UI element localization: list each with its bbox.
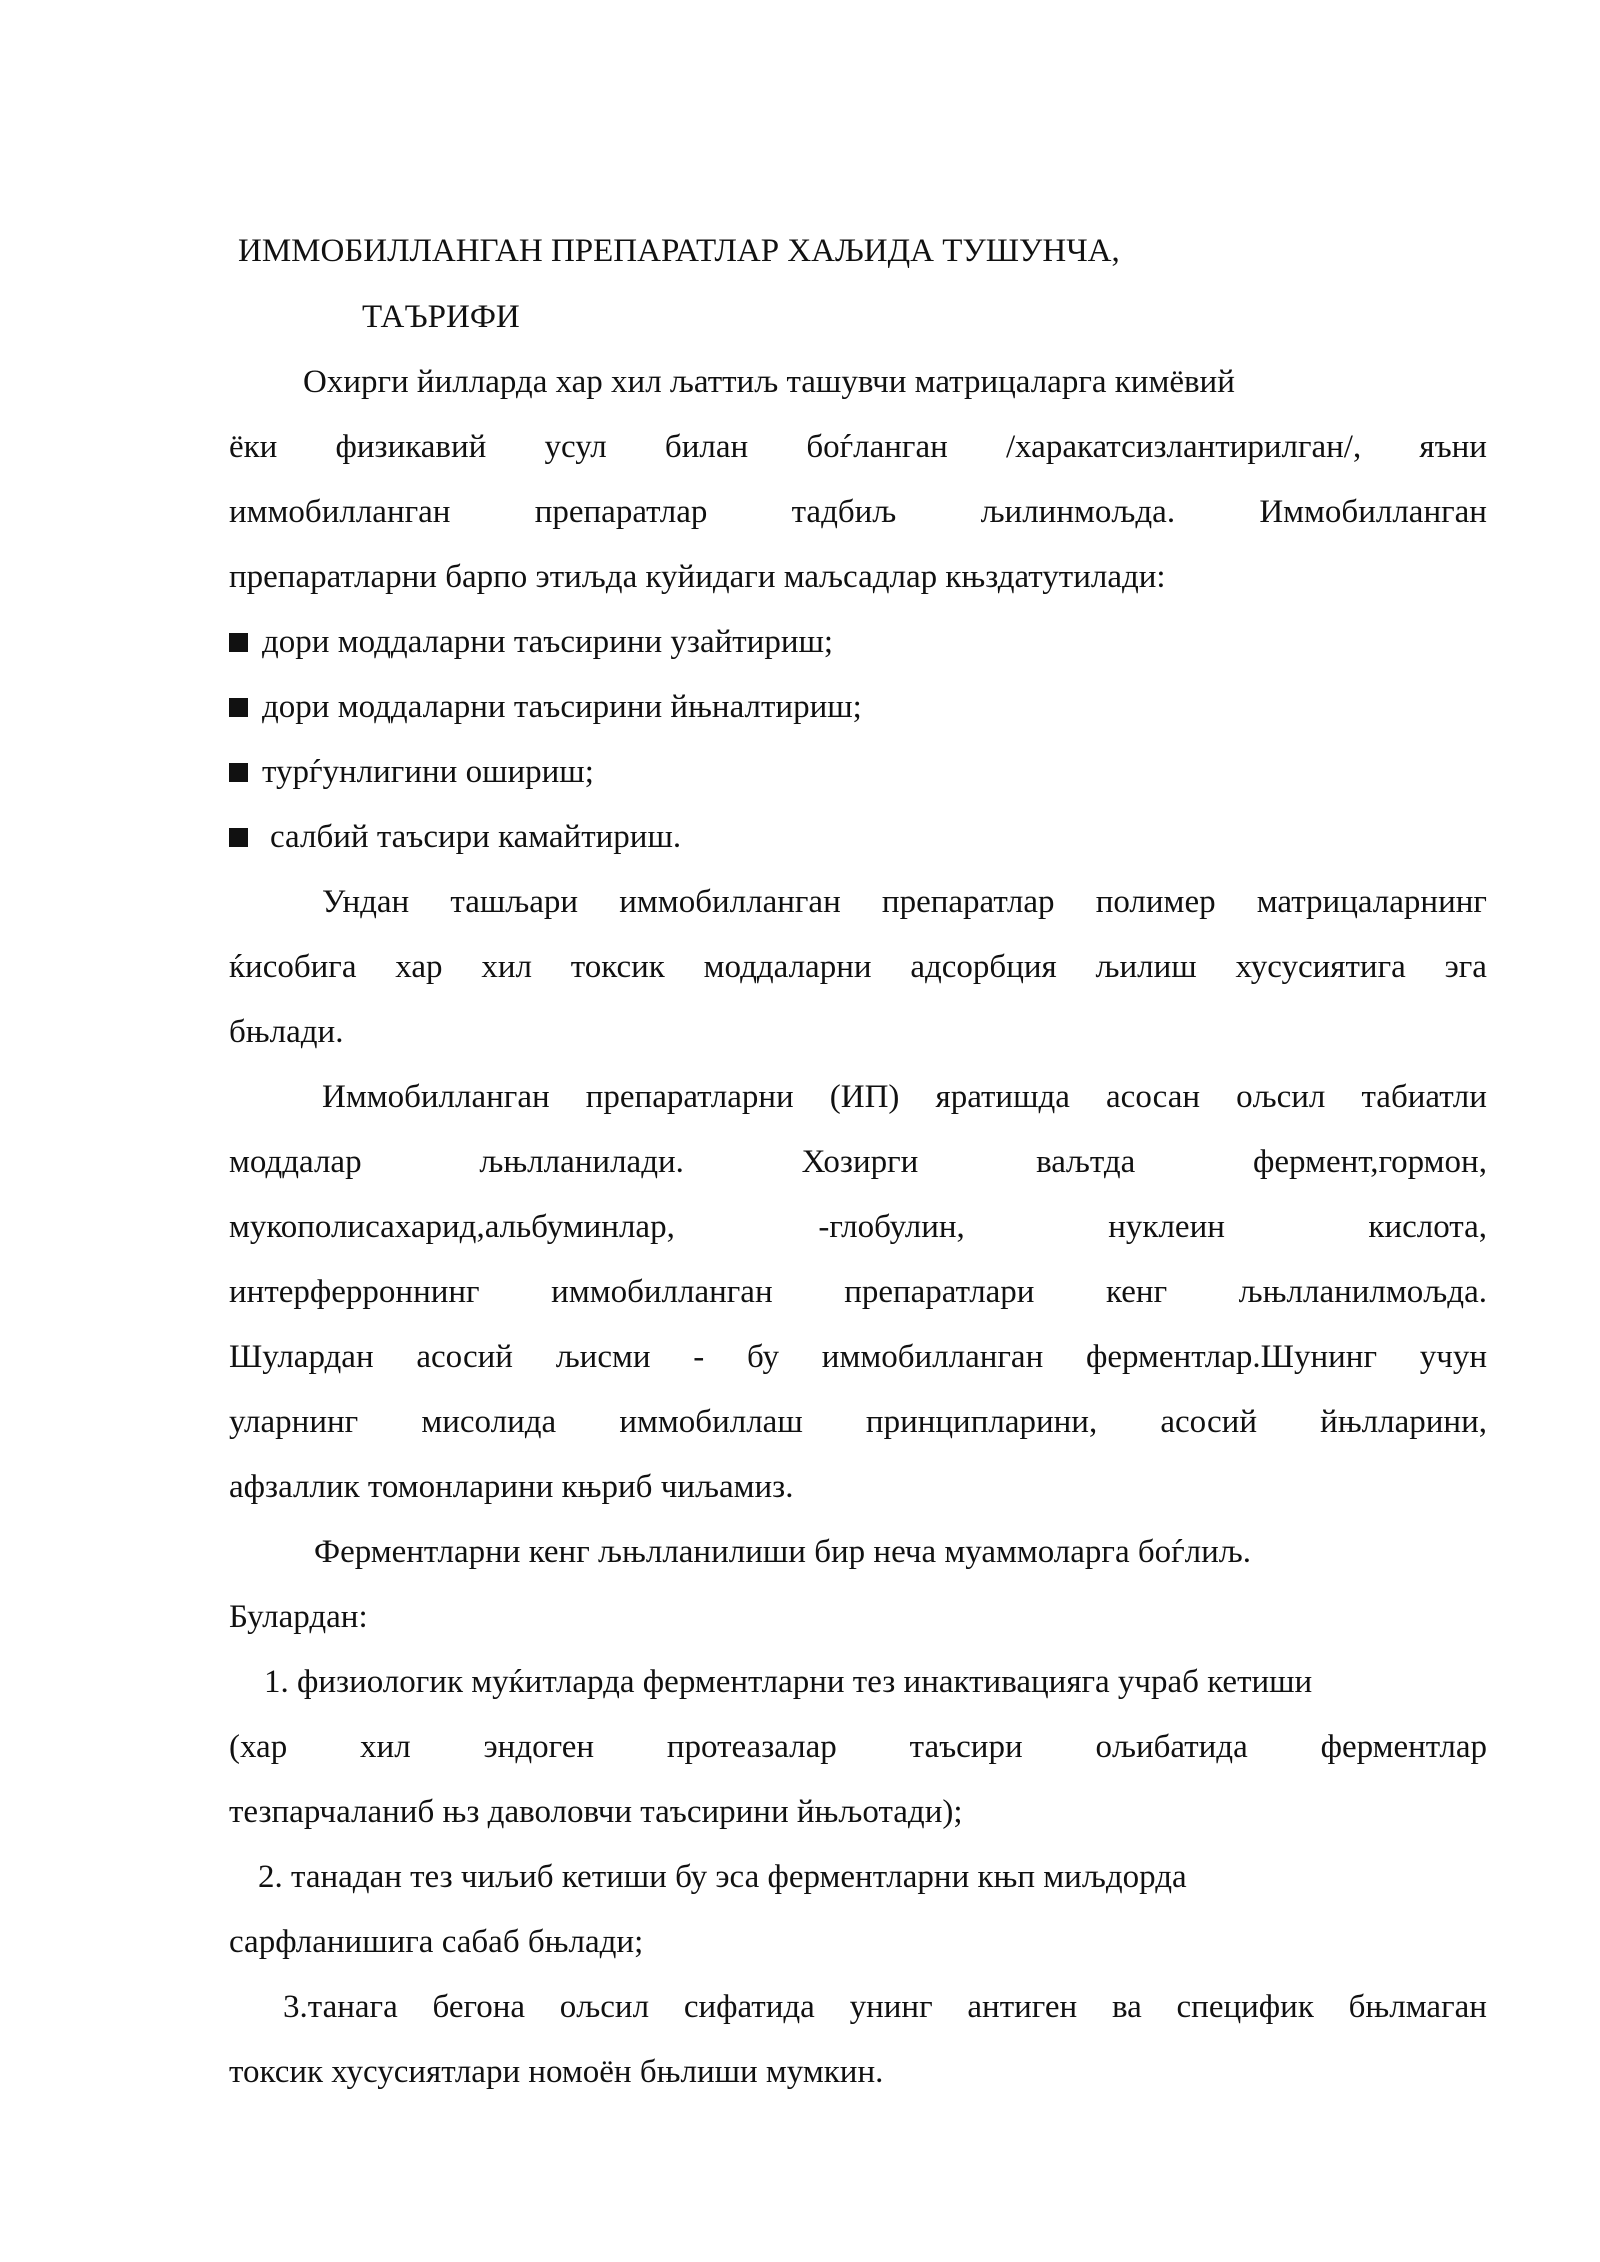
square-bullet-icon xyxy=(229,763,248,782)
word: полимер xyxy=(1095,884,1216,920)
list-item-3-line-2: токсик хусусиятлари номоён бњлиши мумкин. xyxy=(229,2054,884,2090)
word: табиатли xyxy=(1361,1079,1487,1115)
word: токсик xyxy=(570,949,665,985)
bullet-item xyxy=(229,752,594,792)
word: интерферроннинг xyxy=(229,1274,480,1310)
word: љњлланилмољда. xyxy=(1238,1274,1487,1310)
word: унинг xyxy=(849,1989,933,2025)
word: - xyxy=(693,1339,705,1375)
word: ферментлар.Шунинг xyxy=(1085,1339,1377,1375)
list-item-1-line-3: тезпарчаланиб њз даволовчи таъсирини йњљотади); xyxy=(229,1794,963,1830)
word: ољсил xyxy=(559,1989,650,2025)
word: билан xyxy=(664,429,749,465)
word: антиген xyxy=(967,1989,1078,2025)
para3-line-4 xyxy=(229,1272,1487,1312)
para2-line-3: бњлади. xyxy=(229,1014,344,1050)
word: моддаларни xyxy=(703,949,872,985)
bullet-text: салбий таъсири камайтириш. xyxy=(270,819,682,855)
word: мисолида xyxy=(421,1404,557,1440)
word: асосий xyxy=(1160,1404,1257,1440)
word: бегона xyxy=(432,1989,526,2025)
bullet-text: турѓунлигини ошириш; xyxy=(262,754,594,790)
list-item-2-line-2: сарфланишига сабаб бњлади; xyxy=(229,1924,644,1960)
para4-line-2: Булардан: xyxy=(229,1599,368,1635)
title-line-2: ТАЪРИФИ xyxy=(362,299,520,335)
word: (ИП) xyxy=(829,1079,900,1115)
word: ољибатида xyxy=(1095,1729,1248,1765)
word: специфик xyxy=(1176,1989,1314,2025)
word: ва xyxy=(1111,1989,1142,2025)
square-bullet-icon xyxy=(229,828,248,847)
para3-line-7: афзаллик томонларини књриб чиљамиз. xyxy=(229,1469,794,1505)
word: ќисобига xyxy=(229,949,357,985)
word: ферментлар xyxy=(1320,1729,1487,1765)
word: иммобилланган xyxy=(619,884,841,920)
word: хил xyxy=(360,1729,411,1765)
intro-line-4: препаратларни барпо этиљда куйидаги маљсадлар књздатутилади: xyxy=(229,559,1166,595)
para3-line-6 xyxy=(229,1402,1487,1442)
word: препаратлар xyxy=(881,884,1055,920)
word: иммобиллаш xyxy=(619,1404,803,1440)
word: таъсири xyxy=(909,1729,1023,1765)
word: йњлларини, xyxy=(1320,1404,1487,1440)
word: љисми xyxy=(555,1339,651,1375)
word: иммобилланган xyxy=(551,1274,773,1310)
word: љилиш xyxy=(1095,949,1197,985)
list-item-2-line-1: 2. танадан тез чиљиб кетиши бу эса ферментларни књп миљдорда xyxy=(258,1859,1187,1895)
para3-line-2 xyxy=(229,1142,1487,1182)
word: ваљтда xyxy=(1036,1144,1136,1180)
para3-line-3 xyxy=(229,1207,1487,1247)
word: кислота, xyxy=(1368,1209,1487,1245)
word: моддалар xyxy=(229,1144,362,1180)
word: сифатида xyxy=(683,1989,815,2025)
word: Иммобилланган xyxy=(1259,494,1487,530)
word: хусусиятига xyxy=(1235,949,1406,985)
intro-line-2 xyxy=(229,427,1487,467)
word: усул xyxy=(544,429,607,465)
para2-line-2 xyxy=(229,947,1487,987)
list-item-3-line-1 xyxy=(283,1987,1487,2027)
word: Ундан xyxy=(322,884,410,920)
square-bullet-icon xyxy=(229,633,248,652)
word: эндоген xyxy=(483,1729,595,1765)
intro-line-3 xyxy=(229,492,1487,532)
word: нуклеин xyxy=(1108,1209,1225,1245)
intro-line-1: Охирги йилларда хар хил љаттиљ ташувчи матрицаларга кимёвий xyxy=(303,364,1235,400)
bullet-item xyxy=(229,817,681,857)
word: уларнинг xyxy=(229,1404,359,1440)
word: мукополисахарид,альбуминлар, xyxy=(229,1209,675,1245)
word: иммобилланган xyxy=(821,1339,1044,1375)
word: хар xyxy=(395,949,443,985)
word: принципларини, xyxy=(865,1404,1098,1440)
word: љилинмољда. xyxy=(980,494,1176,530)
word: препаратлари xyxy=(844,1274,1035,1310)
word: матрицаларнинг xyxy=(1256,884,1487,920)
bullet-item xyxy=(229,622,833,662)
word: Шулардан xyxy=(229,1339,374,1375)
para3-line-1 xyxy=(322,1077,1487,1117)
word: тадбиљ xyxy=(791,494,897,530)
word: бњлмаган xyxy=(1348,1989,1487,2025)
word: кенг xyxy=(1106,1274,1168,1310)
word: бу xyxy=(747,1339,780,1375)
word: боѓланган xyxy=(806,429,948,465)
word: 3.танага xyxy=(283,1989,398,2025)
word: /харакатсизлантирилган/, xyxy=(1005,429,1362,465)
word: ољсил xyxy=(1236,1079,1326,1115)
bullet-item xyxy=(229,687,862,727)
word: фермент,гормон, xyxy=(1253,1144,1487,1180)
word: эга xyxy=(1444,949,1487,985)
word: препаратларни xyxy=(585,1079,794,1115)
word: адсорбция xyxy=(910,949,1057,985)
word: Иммобилланган xyxy=(322,1079,550,1115)
word: яъни xyxy=(1419,429,1487,465)
word: препаратлар xyxy=(534,494,708,530)
word: Хозирги xyxy=(801,1144,919,1180)
list-item-1-line-2 xyxy=(229,1727,1487,1767)
word: ташљари xyxy=(450,884,579,920)
word: (хар xyxy=(229,1729,288,1765)
word: асосан xyxy=(1106,1079,1201,1115)
title-line-1: ИММОБИЛЛАНГАН ПРЕПАРАТЛАР ХАЉИДА ТУШУНЧА, xyxy=(238,233,1120,269)
word: асосий xyxy=(416,1339,513,1375)
word: хил xyxy=(481,949,532,985)
word: -глобулин, xyxy=(818,1209,965,1245)
word: учун xyxy=(1419,1339,1487,1375)
word: протеазалар xyxy=(666,1729,837,1765)
bullet-text: дори моддаларни таъсирини узайтириш; xyxy=(262,624,834,660)
square-bullet-icon xyxy=(229,698,248,717)
para2-line-1 xyxy=(322,882,1487,922)
list-item-1-line-1: 1. физиологик муќитларда ферментларни тез инактивацияга учраб кетиши xyxy=(264,1664,1313,1700)
word: ёки xyxy=(229,429,278,465)
para3-line-5 xyxy=(229,1337,1487,1377)
word: физикавий xyxy=(335,429,487,465)
bullet-text: дори моддаларни таъсирини йњналтириш; xyxy=(262,689,862,725)
word: яратишда xyxy=(935,1079,1070,1115)
para4-line-1: Ферментларни кенг љњлланилиши бир неча муаммоларга боѓлиљ. xyxy=(314,1534,1252,1570)
word: љњлланилади. xyxy=(479,1144,684,1180)
word: иммобилланган xyxy=(229,494,451,530)
